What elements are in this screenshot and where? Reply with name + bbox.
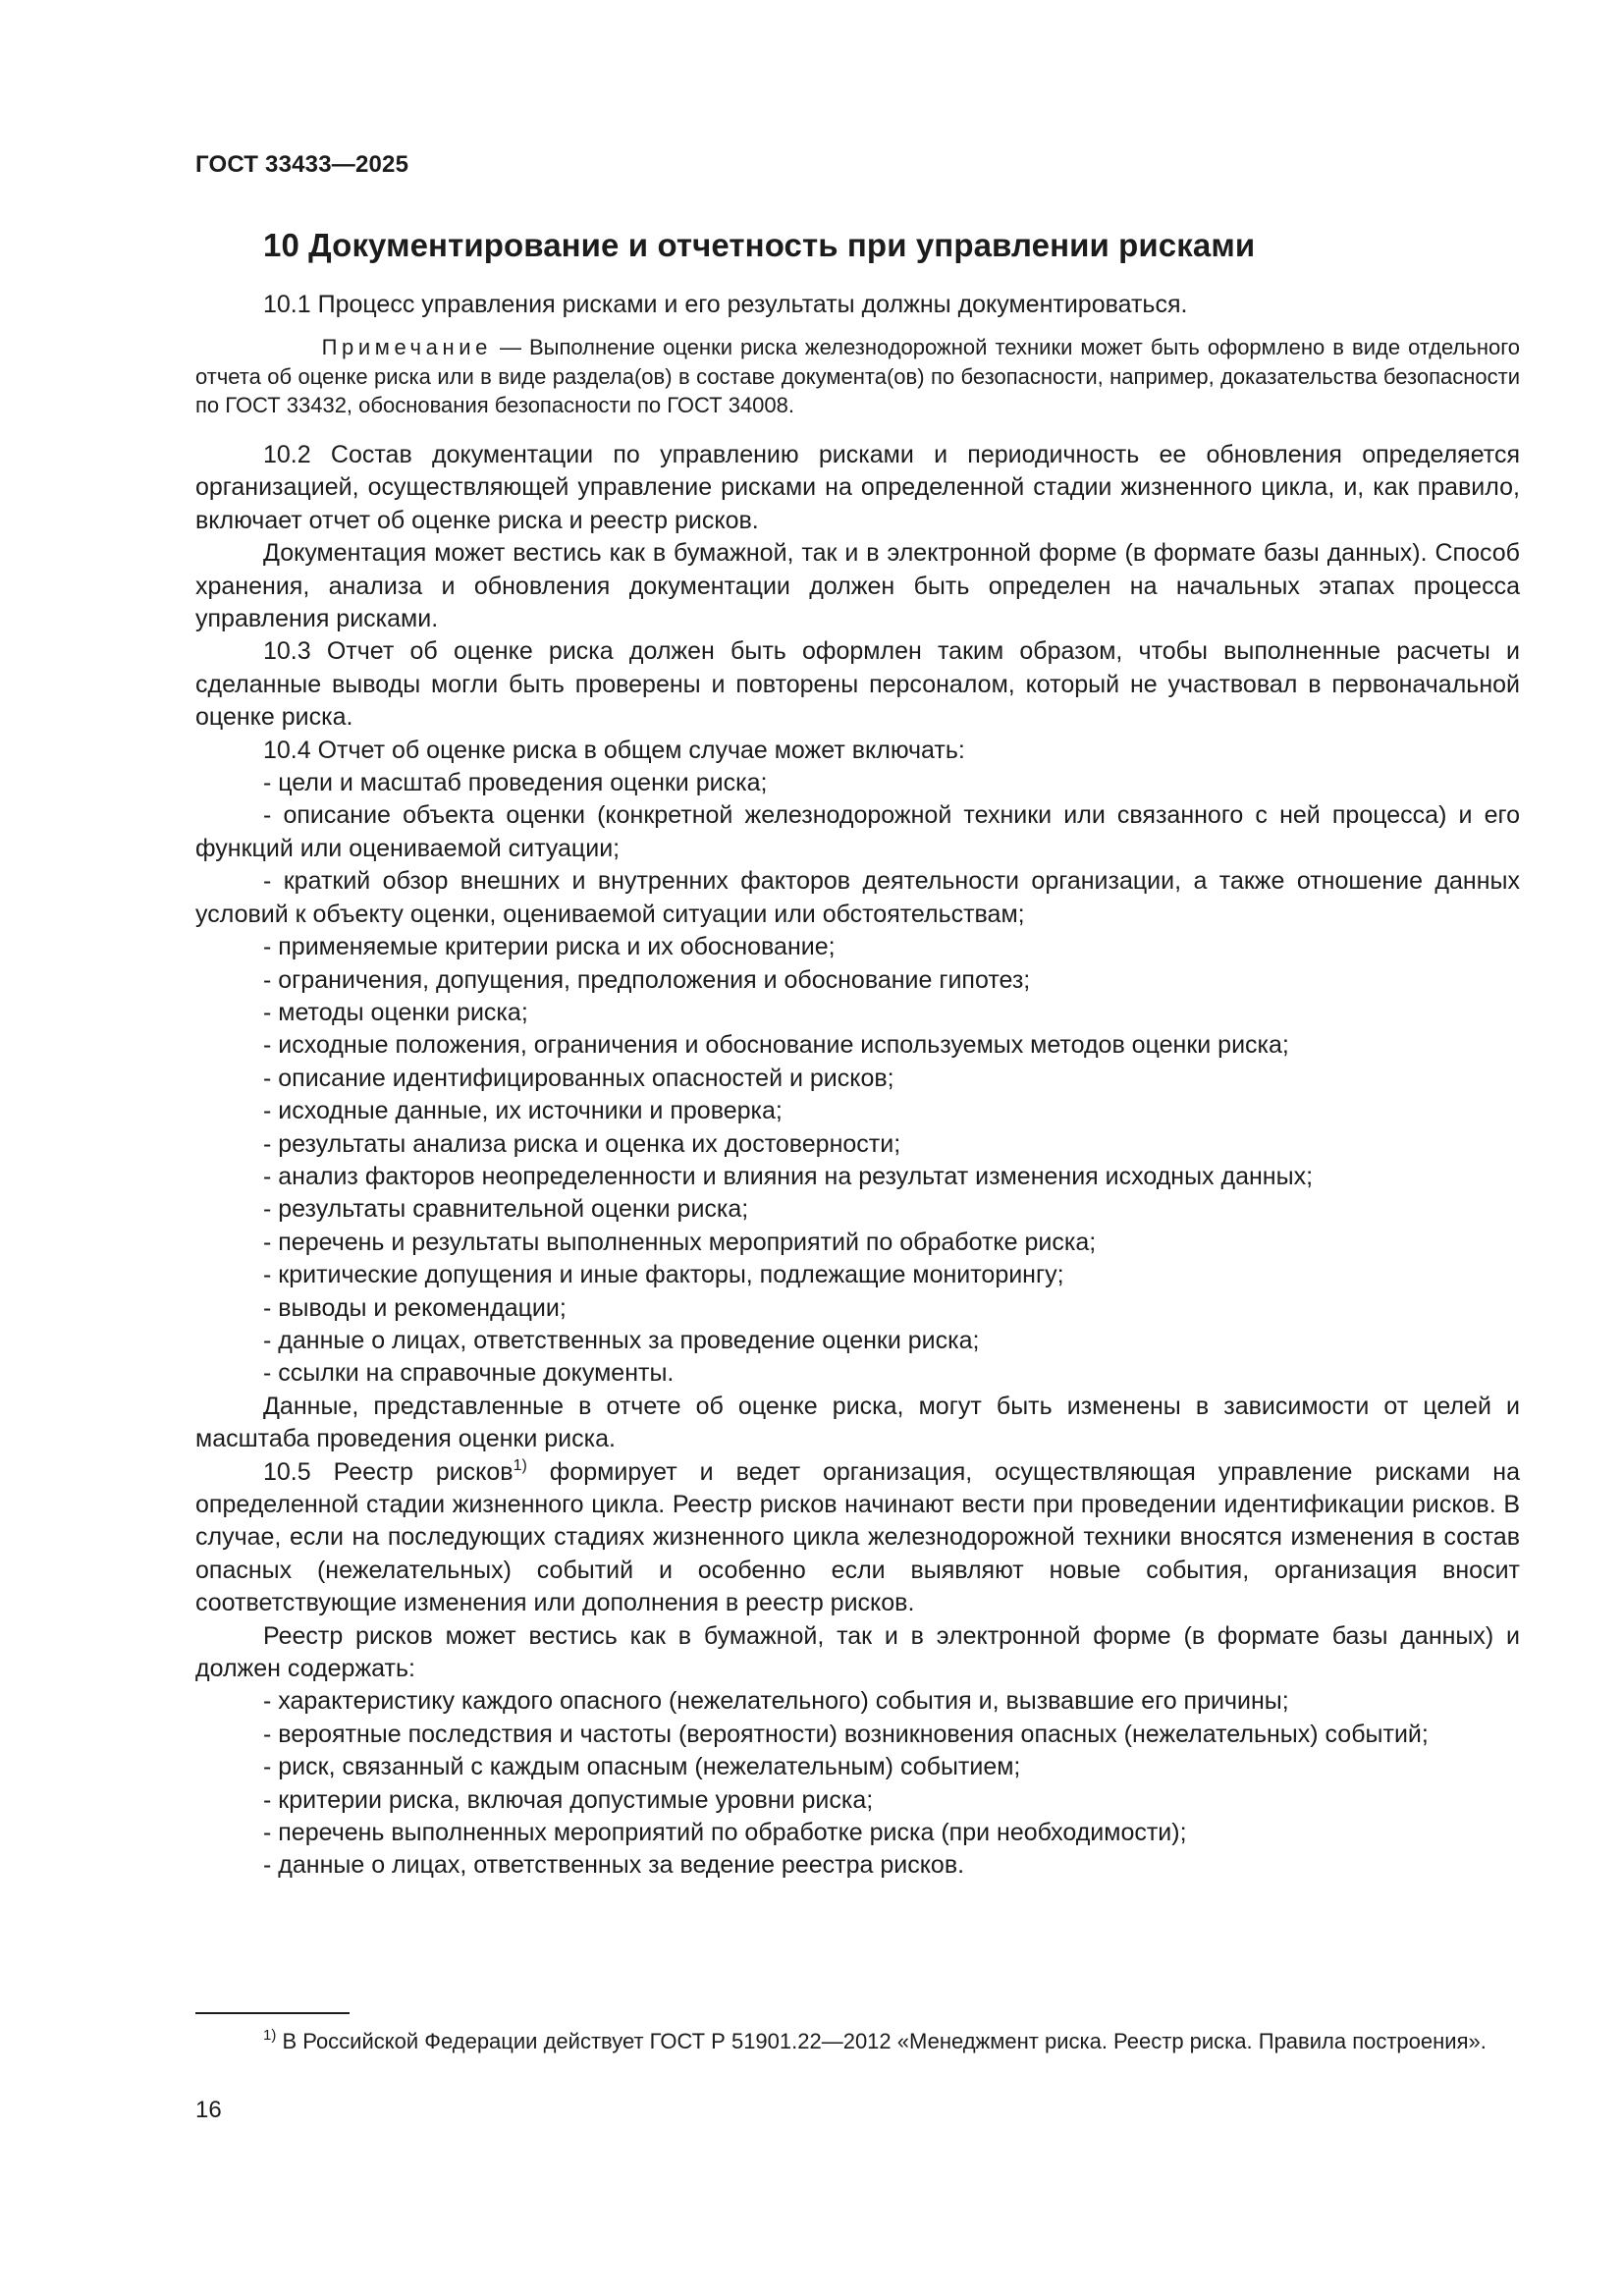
list-10-4 [195, 767, 1520, 1391]
paragraph-10-4-tail: Данные, представленные в отчете об оценке риска, могут быть изменены в зависимости от целей и масштаба проведения оценки риска. [195, 1392, 1520, 1453]
list-item: - результаты анализа риска и оценка их достоверности; [263, 1129, 901, 1158]
paragraph-10-5-text: формирует и ведет организация, осуществляющая управление рисками на определенной стадии жизненного цикла. Реестр рисков начинают вести при проведении идентификации рисков. В случае, если на последующих стадиях жизненного цикла железнодорожной техники вносятся изменения в состав опасных (нежелательных) событий и особенно если выявляют новые события, организация вносит соответствующие изменения или дополнения в реестр рисков. [195, 1457, 1520, 1617]
list-item: - результаты сравнительной оценки риска; [263, 1195, 749, 1224]
section-title: 10 Документирование и отчетность при управлении рисками [263, 227, 1256, 263]
note-block [195, 333, 1520, 420]
note-label: Примечание [321, 335, 492, 359]
list-item: - описание идентифицированных опасностей и рисков; [263, 1064, 894, 1092]
footnote-marker: 1) [263, 2027, 277, 2044]
list-item: - критические допущения и иные факторы, подлежащие мониторингу; [263, 1261, 1064, 1289]
list-item: - характеристику каждого опасного (нежелательного) события и, вызвавшие его причины; [263, 1687, 1289, 1716]
list-item: - ссылки на справочные документы. [263, 1359, 675, 1388]
list-10-5 [195, 1685, 1520, 1882]
page-number: 16 [195, 2097, 222, 2123]
list-item: - исходные положения, ограничения и обоснование используемых методов оценки риска; [263, 1031, 1289, 1060]
list-item: - выводы и рекомендации; [263, 1293, 567, 1322]
list-item: - данные о лицах, ответственных за ведение реестра рисков. [263, 1851, 965, 1880]
footnote-text: В Российской Федерации действует ГОСТ Р 51901.22—2012 «Менеджмент риска. Реестр риска. Правила построения». [276, 2029, 1487, 2053]
note-text: — Выполнение оценки риска железнодорожной техники может быть оформлено в виде отдельного отчета об оценке риска или в виде раздела(ов) в составе документа(ов) по безопасности, например, доказательства безопасности по ГОСТ 33432, обоснования безопасности по ГОСТ 34008. [195, 335, 1520, 417]
list-item: - перечень и результаты выполненных мероприятий по обработке риска; [263, 1228, 1097, 1256]
paragraph-10-4: 10.4 Отчет об оценке риска в общем случае может включать: [263, 736, 965, 764]
footnote [195, 2027, 1520, 2056]
footnote-divider [195, 2012, 350, 2014]
list-item: - вероятные последствия и частоты (вероятности) возникновения опасных (нежелательных) событий; [263, 1720, 1429, 1748]
list-item: - исходные данные, их источники и проверка; [263, 1097, 783, 1125]
paragraph-10-5-register: Реестр рисков может вестись как в бумажной, так и в электронной форме (в формате базы данных) и должен содержать: [195, 1621, 1520, 1683]
list-item: - анализ факторов неопределенности и влияния на результат изменения исходных данных; [263, 1162, 1314, 1190]
list-item: - критерии риска, включая допустимые уровни риска; [263, 1785, 874, 1814]
document-header: ГОСТ 33433—2025 [195, 151, 409, 178]
footnote-reference: 1) [513, 1456, 527, 1474]
list-item: - цели и масштаб проведения оценки риска; [263, 769, 768, 797]
paragraph-10-2-documentation: Документация может вестись как в бумажной, так и в электронной форме (в формате базы данных). Способ хранения, анализа и обновления документации должен быть определен на начальных этапах процесса управления рисками. [195, 539, 1520, 633]
paragraph-10-2: 10.2 Состав документации по управлению рисками и периодичность ее обновления определяется организацией, осуществляющей управление рисками на определенной стадии жизненного цикла, и, как правило, включает отчет об оценке риска и реестр рисков. [195, 441, 1520, 534]
list-item: - описание объекта оценки (конкретной железнодорожной техники или связанного с ней процесса) и его функций или оцениваемой ситуации; [195, 801, 1520, 862]
paragraph-10-5-lead: 10.5 Реестр рисков [263, 1457, 514, 1486]
list-item: - применяемые критерии риска и их обоснование; [263, 933, 836, 961]
paragraph-10-3: 10.3 Отчет об оценке риска должен быть оформлен таким образом, чтобы выполненные расчеты и сделанные выводы могли быть проверены и повторены персоналом, который не участвовал в первоначальной оценке риска. [195, 637, 1520, 732]
list-item: - методы оценки риска; [263, 998, 528, 1026]
list-item: - риск, связанный с каждым опасным (нежелательным) событием; [263, 1753, 1021, 1781]
paragraph-10-5 [195, 1456, 1520, 1620]
document-body [195, 439, 1520, 1883]
paragraph-10-1: 10.1 Процесс управления рисками и его результаты должны документироваться. [263, 291, 1188, 318]
list-item: - перечень выполненных мероприятий по обработке риска (при необходимости); [263, 1819, 1187, 1847]
list-item: - данные о лицах, ответственных за проведение оценки риска; [263, 1326, 980, 1354]
list-item: - ограничения, допущения, предположения и обоснование гипотез; [263, 965, 1031, 994]
list-item: - краткий обзор внешних и внутренних факторов деятельности организации, а также отношение данных условий к объекту оценки, оцениваемой ситуации или обстоятельствам; [195, 867, 1520, 928]
